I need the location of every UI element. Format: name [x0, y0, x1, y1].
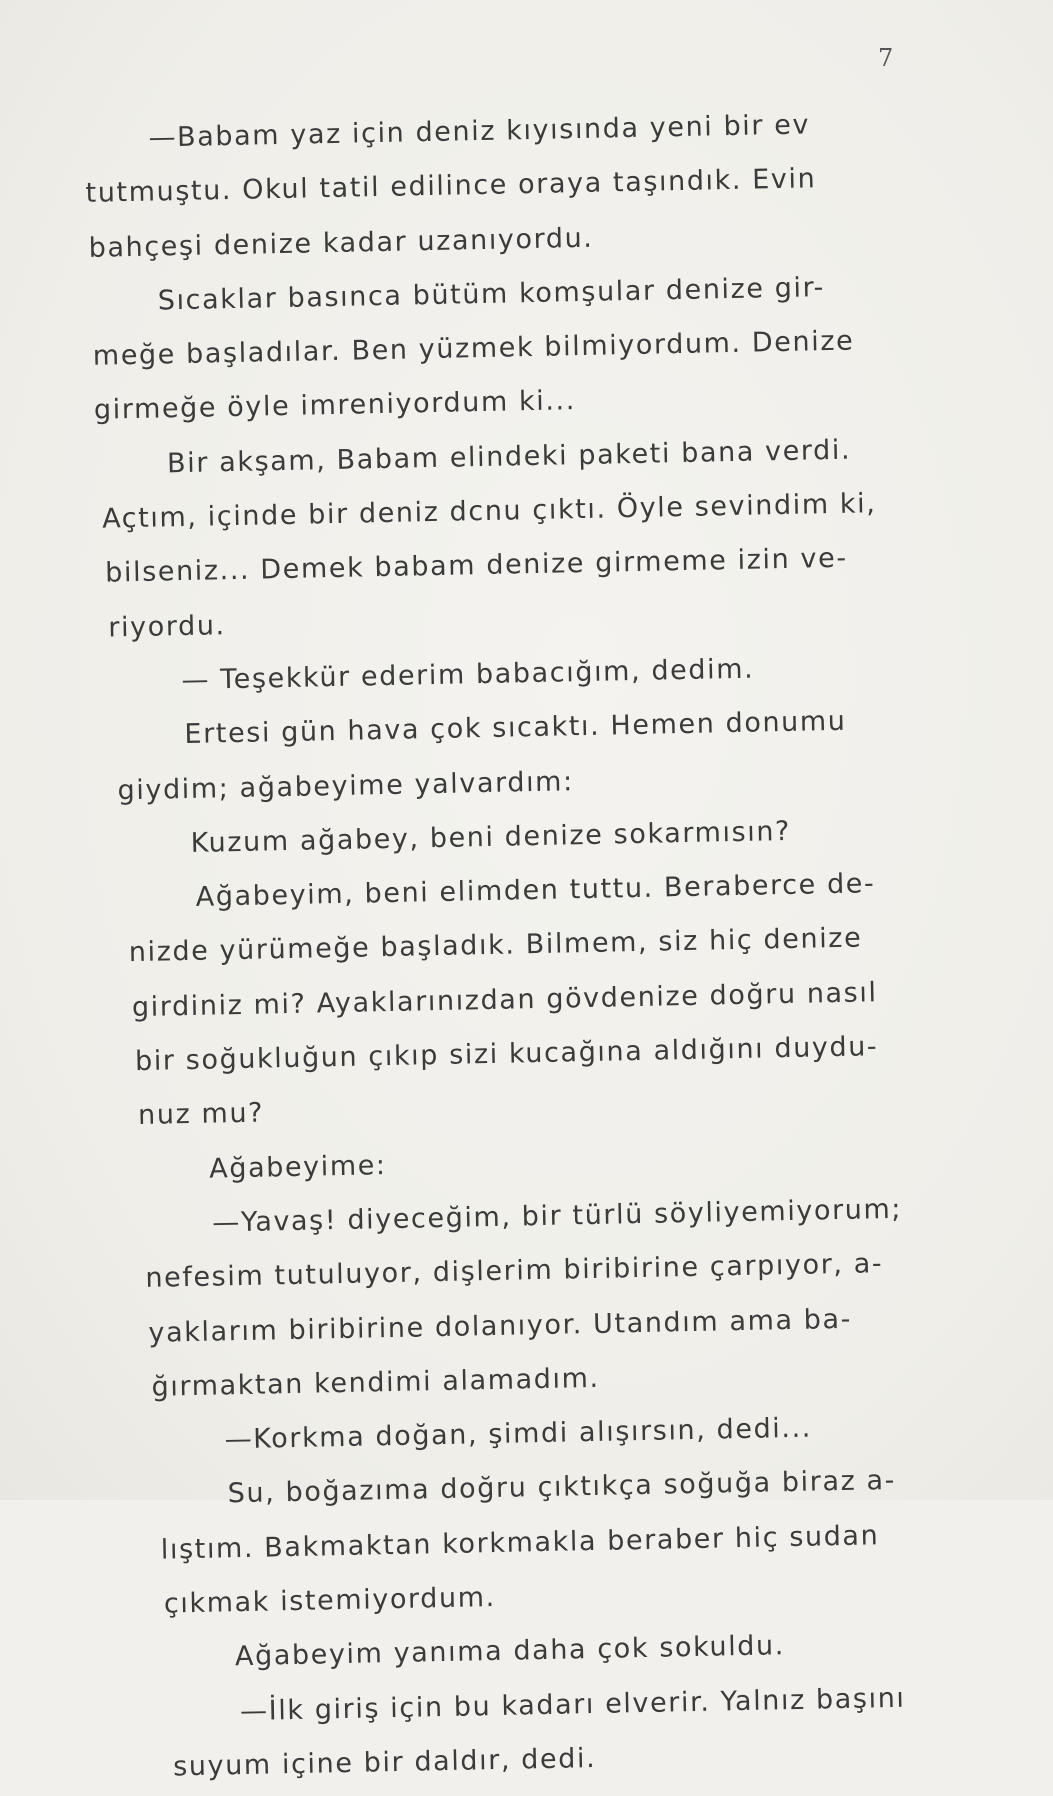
text-line: yaklarım biribirine dolanıyor. Utandım ama ba-: [148, 1303, 853, 1349]
text-line: giydim; ağabeyime yalvardım:: [117, 765, 575, 806]
text-line: bir soğukluğun çıkıp sizi kucağına aldığını duydu-: [134, 1031, 879, 1078]
text-line: Ağabeyim, beni elimden tuttu. Beraberce de-: [195, 868, 876, 913]
text-line: Ağabeyim yanıma daha çok sokuldu.: [234, 1630, 786, 1673]
text-line: suyum içine bir daldır, dedi.: [172, 1742, 597, 1783]
text-line: nefesim tutuluyor, dişlerim biribirine çarpıyor, a-: [145, 1248, 884, 1295]
text-line: Bir akşam, Babam elindeki paketi bana verdi.: [166, 434, 852, 480]
text-line: bahçeşi denize kadar uzanıyordu.: [88, 222, 594, 264]
text-line: riyordu.: [108, 609, 226, 644]
text-line: —Babam yaz için deniz kıyısında yeni bir ev: [148, 109, 811, 154]
text-line: çıkmak istemiyordum.: [163, 1581, 497, 1620]
story-text: [80, 96, 964, 1796]
text-line: girdiniz mi? Ayaklarınızdan gövdenize doğru nasıl: [131, 976, 878, 1023]
text-line: Ertesi gün hava çok sıcaktı. Hemen donumu: [184, 706, 847, 751]
text-line: tutmuştu. Okul tatil edilince oraya taşındık. Evin: [85, 163, 817, 210]
text-line: girmeğe öyle imreniyordum ki...: [93, 385, 577, 427]
text-line: — Teşekkür ederim babacığım, dedim.: [181, 653, 755, 697]
text-line: —Korkma doğan, şimdi alışırsın, dedi...: [224, 1412, 813, 1456]
text-line: Su, boğazıma doğru çıktıkça soğuğa biraz a-: [227, 1465, 897, 1510]
text-line: ğırmaktan kendimi alamadım.: [151, 1362, 600, 1403]
text-line: bilseniz... Demek babam denize girmeme izin ve-: [104, 543, 848, 589]
text-line: —Yavaş! diyeceğim, bir türlü söyliyemiyorum;: [211, 1193, 903, 1239]
text-line: meğe başladılar. Ben yüzmek bilmiyordum. Denize: [92, 325, 855, 372]
text-line: Ağabeyime:: [208, 1149, 387, 1185]
text-line: Kuzum ağabey, beni denize sokarmısın?: [190, 815, 792, 859]
text-line: nuz mu?: [137, 1097, 265, 1132]
text-line: Sıcaklar basınca bütüm komşular denize gir-: [157, 271, 826, 317]
page-number: 7: [878, 44, 894, 72]
text-line: lıştım. Bakmaktan korkmakla beraber hiç sudan: [160, 1519, 880, 1566]
text-line: Açtım, içinde bir deniz dcnu çıktı. Öyle sevindim ki,: [101, 488, 877, 535]
text-line: nizde yürümeğe başladık. Bilmem, siz hiç denize: [128, 922, 863, 969]
text-line: —İlk giriş için bu kadarı elverir. Yalnız başını: [239, 1682, 906, 1727]
